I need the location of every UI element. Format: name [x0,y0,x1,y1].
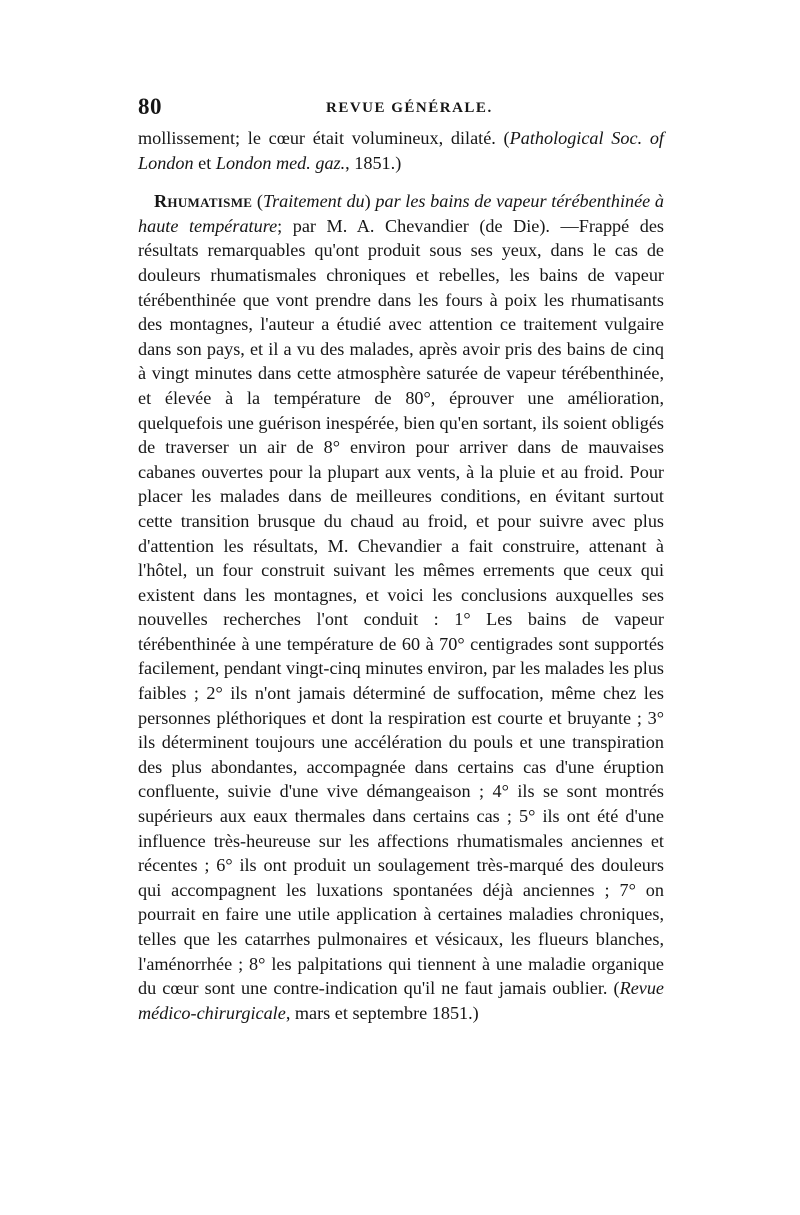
article-title-part-1: Traitement du [262,191,365,212]
page-number: 80 [138,94,162,119]
running-title: REVUE GÉNÉRALE. [326,100,493,116]
title-open: ( [252,191,263,212]
article-title-part-2: par les bains de vapeur térébenthinée à haute température [138,191,664,236]
continuation-tail: , 1851.) [345,152,402,173]
body-text [138,126,664,1025]
article-keyword: Rhumatisme [154,191,253,212]
document-page [138,94,664,1025]
article-body: —Frappé des résultats remarquables qu'ont produit sous ses yeux, dans le cas de douleurs rhumatismales chroniques et rebelles, les bains de vapeur térébenthinée que vont prendre dans les fours à poix les rhumatisants des montagnes, l'auteur a étudié avec attention ce traitement vulgaire dans son pays, et il a vu des malades, après avoir pris des bains de cinq à vingt minutes dans cette atmosphère saturée de vapeur térébenthinée, et élevée à la température de 80°, éprouver une amélioration, quelquefois une guérison inespérée, bien qu'en sortant, ils soient obligés de traverser un air de 8° environ pour arriver dans de mauvaises cabanes ouvertes pour la plupart aux vents, à la pluie et au froid. Pour placer les malades dans de meilleures conditions, en évitant surtout cette transition brusque du chaud au froid, et pour suivre avec plus d'attention les résultats, M. Chevandier a fait construire, attenant à l'hôtel, un four construit suivant les mêmes errements que ceux qui existent dans les montagnes, et voici les conclusions auxquelles ses nouvelles recherches l'ont conduit : 1° Les bains de vapeur térébenthinée à une température de 60 à 70° centigrades sont supportés facilement, pendant vingt-cinq minutes environ, par les malades les plus faibles ; 2° ils n'ont jamais déterminé de suffocation, même chez les personnes pléthoriques et dont la respiration est courte et bruyante ; 3° ils déterminent toujours une accélération du pouls et une transpiration des plus abondantes, accompagnée dans certains cas d'une éruption confluente, suivie d'une vive démangeaison ; 4° ils se sont montrés supérieurs aux eaux thermales dans certains cas ; 5° ils ont été d'une influence très-heureuse sur les affections rhumatismales anciennes et récentes ; 6° ils ont produit un soulagement très-marqué des douleurs qui accompagnent les luxations spontanées déjà anciennes ; 7° on pourrait en faire une utile application à certaines maladies chroniques, telles que les catarrhes pulmonaires et vésicaux, les flueurs blanches, l'aménorrhée ; 8° les palpitations qui tiennent à une maladie organique du cœur sont une contre-indication qu'il ne faut jamais oublier. ( [138,215,664,999]
continuation-text: mollissement; le cœur était volumineux, dilaté. ( [138,128,510,148]
source-london-med-gaz: London med. gaz. [215,152,346,173]
article-author: ; par M. A. Chevandier (de Die). [277,215,550,236]
title-close: ) [364,191,376,212]
source-pathological-soc: Pathological Soc. of London [138,128,664,173]
page-header [138,94,664,126]
continuation-connector: et [193,152,216,173]
continuation-paragraph [138,126,664,175]
article-source-tail: , mars et septembre 1851.) [285,1002,479,1023]
article-paragraph [138,189,664,1025]
source-revue-medico-chirurgicale: Revue médico-chirurgicale [138,978,664,1023]
